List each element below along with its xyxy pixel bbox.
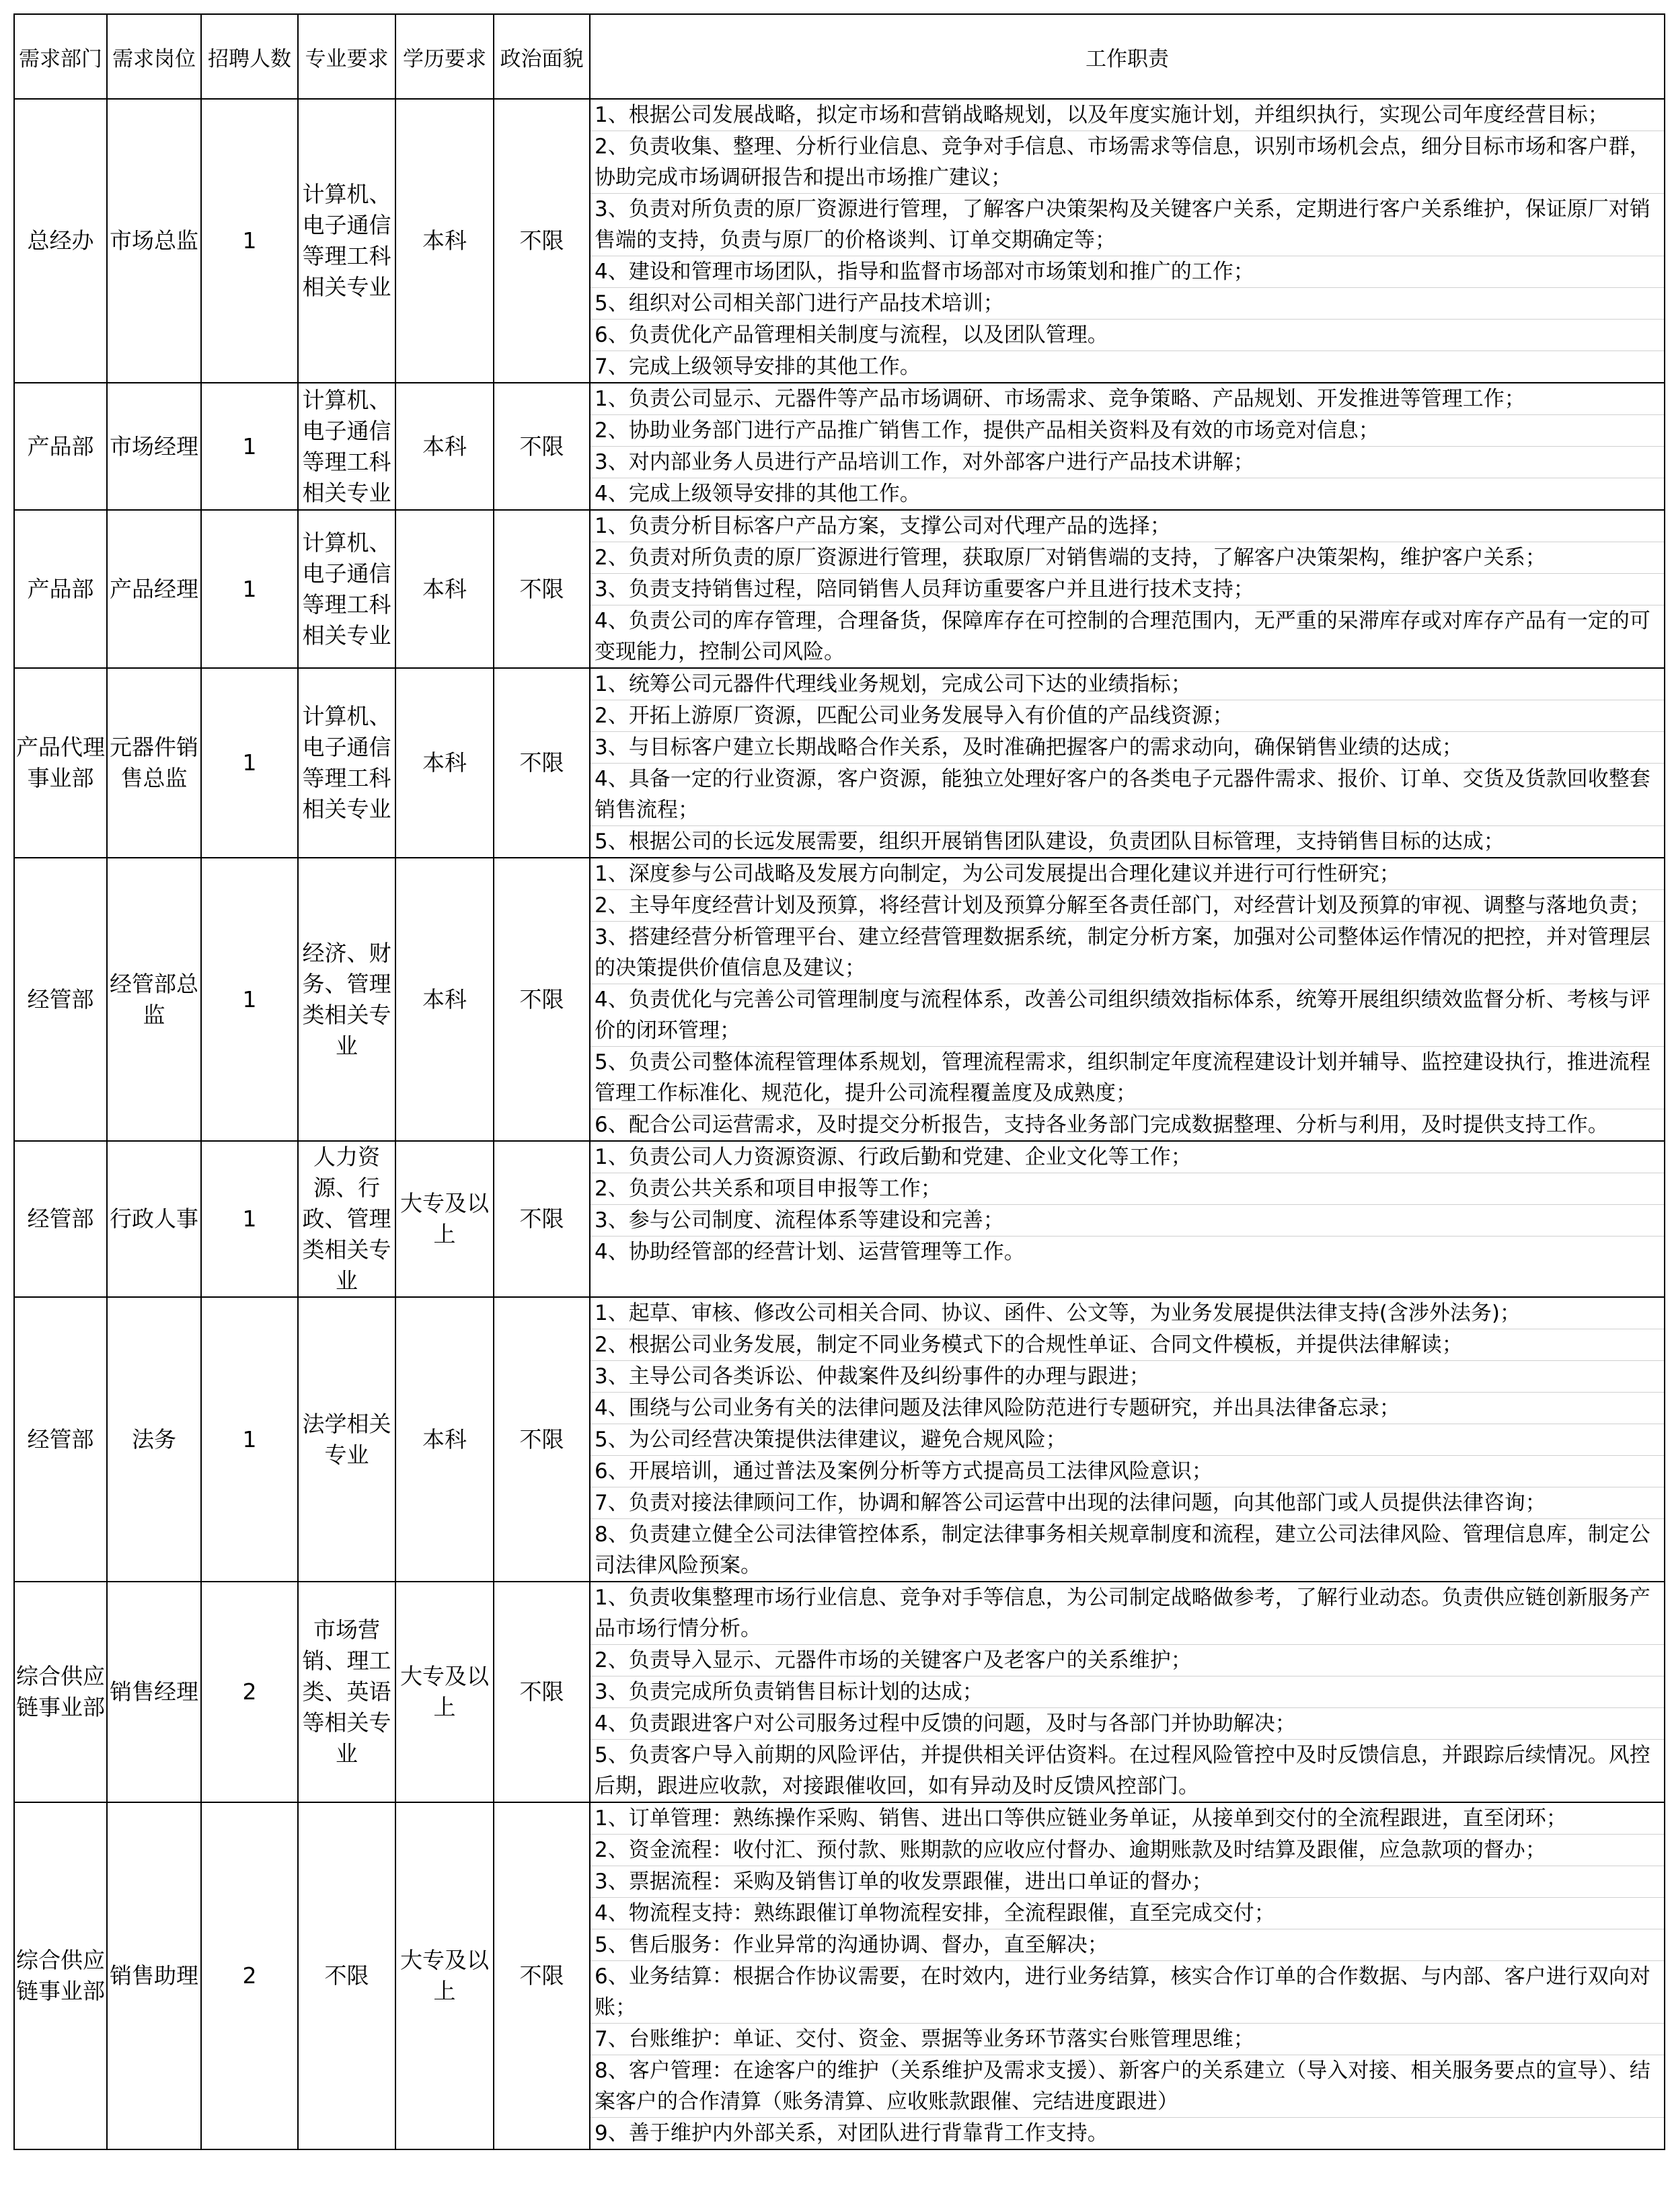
- cell-post: 销售经理: [107, 1582, 201, 1802]
- duty-item: 2、负责公共关系和项目申报等工作；: [591, 1173, 1664, 1205]
- table-row: [14, 383, 1665, 510]
- cell-political: 不限: [494, 510, 590, 668]
- cell-political: 不限: [494, 858, 590, 1141]
- duty-item: 9、善于维护内外部关系，对团队进行背靠背工作支持。: [595, 2121, 1108, 2145]
- duty-item: 4、负责优化与完善公司管理制度与流程体系，改善公司组织绩效指标体系，统筹开展组织绩效监督分析、考核与评价的闭环管理；: [591, 984, 1664, 1047]
- cell-dept: 总经办: [14, 99, 107, 383]
- cell-post: 元器件销售总监: [107, 668, 201, 858]
- cell-count: 1: [201, 383, 298, 510]
- duty-item: 6、业务结算：根据合作协议需要，在时效内，进行业务结算，核实合作订单的合作数据、与内部、客户进行双向对账；: [591, 1961, 1664, 2024]
- duty-item: 2、主导年度经营计划及预算，将经营计划及预算分解至各责任部门，对经营计划及预算的审视、调整与落地负责；: [591, 890, 1664, 922]
- cell-duties: [590, 1582, 1665, 1802]
- duty-item: 1、起草、审核、修改公司相关合同、协议、函件、公文等，为业务发展提供法律支持(含涉外法务)；: [591, 1298, 1664, 1329]
- table-row: [14, 99, 1665, 383]
- cell-count: 1: [201, 510, 298, 668]
- cell-political: 不限: [494, 668, 590, 858]
- table-row: [14, 1297, 1665, 1582]
- duty-item: 4、完成上级领导安排的其他工作。: [595, 482, 921, 506]
- table-row: [14, 668, 1665, 858]
- table-row: [14, 1582, 1665, 1802]
- duty-item: 4、建设和管理市场团队，指导和监督市场部对市场策划和推广的工作；: [591, 256, 1664, 288]
- duty-item: 3、负责对所负责的原厂资源进行管理，了解客户决策架构及关键客户关系，定期进行客户关系维护，保证原厂对销售端的支持，负责与原厂的价格谈判、订单交期确定等；: [591, 194, 1664, 256]
- duty-item: 3、负责完成所负责销售目标计划的达成；: [591, 1676, 1664, 1708]
- duty-item: 6、负责优化产品管理相关制度与流程，以及团队管理。: [591, 320, 1664, 351]
- duty-item: 1、根据公司发展战略，拟定市场和营销战略规划，以及年度实施计划，并组织执行，实现公司年度经营目标；: [591, 100, 1664, 131]
- duty-item: 1、深度参与公司战略及发展方向制定，为公司发展提出合理化建议并进行可行性研究；: [591, 858, 1664, 890]
- cell-count: 2: [201, 1802, 298, 2149]
- duty-item: 2、负责对所负责的原厂资源进行管理，获取原厂对销售端的支持，了解客户决策架构，维护客户关系；: [591, 542, 1664, 574]
- header-row: [14, 14, 1665, 99]
- cell-count: 2: [201, 1582, 298, 1802]
- header-post: 需求岗位: [107, 14, 201, 99]
- duty-item: 4、协助经管部的经营计划、运营管理等工作。: [595, 1240, 1025, 1264]
- cell-post: 产品经理: [107, 510, 201, 668]
- cell-count: 1: [201, 668, 298, 858]
- cell-major: 市场营销、理工类、英语等相关专业: [298, 1582, 395, 1802]
- cell-count: 1: [201, 1141, 298, 1297]
- recruitment-table: [13, 13, 1665, 2150]
- duty-item: 3、对内部业务人员进行产品培训工作，对外部客户进行产品技术讲解；: [591, 447, 1664, 478]
- table-row: [14, 858, 1665, 1141]
- cell-edu: 本科: [395, 383, 494, 510]
- cell-duties: [590, 383, 1665, 510]
- cell-political: 不限: [494, 1141, 590, 1297]
- cell-edu: 本科: [395, 510, 494, 668]
- header-count: 招聘人数: [201, 14, 298, 99]
- cell-dept: 经管部: [14, 1141, 107, 1297]
- cell-post: 销售助理: [107, 1802, 201, 2149]
- cell-major: 计算机、电子通信等理工科相关专业: [298, 99, 395, 383]
- duty-item: 1、负责收集整理市场行业信息、竞争对手等信息，为公司制定战略做参考，了解行业动态。负责供应链创新服务产品市场行情分析。: [591, 1582, 1664, 1645]
- duty-item: 5、组织对公司相关部门进行产品技术培训；: [591, 288, 1664, 320]
- duty-item: 3、参与公司制度、流程体系等建设和完善；: [591, 1205, 1664, 1237]
- duty-item: 2、资金流程：收付汇、预付款、账期款的应收应付督办、逾期账款及时结算及跟催，应急款项的督办；: [591, 1835, 1664, 1866]
- cell-political: 不限: [494, 1297, 590, 1582]
- header-dept: 需求部门: [14, 14, 107, 99]
- cell-count: 1: [201, 858, 298, 1141]
- duty-item: 4、负责跟进客户对公司服务过程中反馈的问题，及时与各部门并协助解决；: [591, 1708, 1664, 1740]
- cell-post: 市场总监: [107, 99, 201, 383]
- duty-item: 5、负责公司整体流程管理体系规划，管理流程需求，组织制定年度流程建设计划并辅导、监控建设执行，推进流程管理工作标准化、规范化，提升公司流程覆盖度及成熟度；: [591, 1047, 1664, 1109]
- header-political: 政治面貌: [494, 14, 590, 99]
- cell-duties: [590, 858, 1665, 1141]
- cell-dept: 综合供应链事业部: [14, 1802, 107, 2149]
- duty-item: 2、根据公司业务发展，制定不同业务模式下的合规性单证、合同文件模板，并提供法律解读；: [591, 1329, 1664, 1361]
- duty-item: 2、负责收集、整理、分析行业信息、竞争对手信息、市场需求等信息，识别市场机会点，细分目标市场和客户群，协助完成市场调研报告和提出市场推广建议；: [591, 131, 1664, 194]
- duty-item: 4、具备一定的行业资源，客户资源，能独立处理好客户的各类电子元器件需求、报价、订单、交货及货款回收整套销售流程；: [591, 764, 1664, 826]
- cell-edu: 大专及以上: [395, 1141, 494, 1297]
- cell-dept: 产品部: [14, 383, 107, 510]
- duty-item: 3、主导公司各类诉讼、仲裁案件及纠纷事件的办理与跟进；: [591, 1361, 1664, 1393]
- duty-item: 8、客户管理：在途客户的维护（关系维护及需求支援）、新客户的关系建立（导入对接、相关服务要点的宣导）、结案客户的合作清算（账务清算、应收账款跟催、完结进度跟进）: [591, 2055, 1664, 2118]
- cell-duties: [590, 1297, 1665, 1582]
- table-body: [14, 99, 1665, 2149]
- cell-major: 计算机、电子通信等理工科相关专业: [298, 668, 395, 858]
- cell-dept: 经管部: [14, 1297, 107, 1582]
- cell-count: 1: [201, 99, 298, 383]
- cell-dept: 产品代理事业部: [14, 668, 107, 858]
- cell-dept: 经管部: [14, 858, 107, 1141]
- cell-dept: 产品部: [14, 510, 107, 668]
- cell-political: 不限: [494, 383, 590, 510]
- header-duties: 工作职责: [590, 14, 1665, 99]
- cell-edu: 大专及以上: [395, 1802, 494, 2149]
- cell-post: 市场经理: [107, 383, 201, 510]
- duty-item: 6、开展培训，通过普法及案例分析等方式提高员工法律风险意识；: [591, 1456, 1664, 1487]
- duty-item: 3、负责支持销售过程，陪同销售人员拜访重要客户并且进行技术支持；: [591, 574, 1664, 605]
- cell-duties: [590, 1141, 1665, 1297]
- cell-edu: 本科: [395, 99, 494, 383]
- duty-item: 7、完成上级领导安排的其他工作。: [595, 355, 921, 379]
- duty-item: 1、订单管理：熟练操作采购、销售、进出口等供应链业务单证，从接单到交付的全流程跟进，直至闭环；: [591, 1803, 1664, 1835]
- header-major: 专业要求: [298, 14, 395, 99]
- duty-item: 6、配合公司运营需求，及时提交分析报告，支持各业务部门完成数据整理、分析与利用，及时提供支持工作。: [595, 1113, 1609, 1137]
- cell-edu: 本科: [395, 1297, 494, 1582]
- cell-major: 不限: [298, 1802, 395, 2149]
- cell-major: 计算机、电子通信等理工科相关专业: [298, 383, 395, 510]
- cell-duties: [590, 510, 1665, 668]
- duty-item: 5、根据公司的长远发展需要，组织开展销售团队建设，负责团队目标管理，支持销售目标的达成；: [595, 830, 1505, 854]
- duty-item: 1、负责公司显示、元器件等产品市场调研、市场需求、竞争策略、产品规划、开发推进等管理工作；: [591, 383, 1664, 415]
- duty-item: 1、负责公司人力资源资源、行政后勤和党建、企业文化等工作；: [591, 1142, 1664, 1173]
- duty-item: 4、负责公司的库存管理，合理备货，保障库存在可控制的合理范围内，无严重的呆滞库存或对库存产品有一定的可变现能力，控制公司风险。: [595, 609, 1650, 664]
- duty-item: 5、为公司经营决策提供法律建议，避免合规风险；: [591, 1424, 1664, 1456]
- cell-edu: 大专及以上: [395, 1582, 494, 1802]
- cell-major: 法学相关专业: [298, 1297, 395, 1582]
- duty-item: 2、开拓上游原厂资源，匹配公司业务发展导入有价值的产品线资源；: [591, 700, 1664, 732]
- cell-edu: 本科: [395, 858, 494, 1141]
- duty-item: 7、负责对接法律顾问工作，协调和解答公司运营中出现的法律问题，向其他部门或人员提供法律咨询；: [591, 1487, 1664, 1519]
- duty-item: 1、负责分析目标客户产品方案，支撑公司对代理产品的选择；: [591, 511, 1664, 542]
- header-edu: 学历要求: [395, 14, 494, 99]
- cell-dept: 综合供应链事业部: [14, 1582, 107, 1802]
- table-header: [14, 14, 1665, 99]
- duty-item: 5、售后服务：作业异常的沟通协调、督办，直至解决；: [591, 1929, 1664, 1961]
- duty-item: 2、协助业务部门进行产品推广销售工作，提供产品相关资料及有效的市场竞对信息；: [591, 415, 1664, 447]
- cell-major: 计算机、电子通信等理工科相关专业: [298, 510, 395, 668]
- cell-count: 1: [201, 1297, 298, 1582]
- cell-major: 经济、财务、管理类相关专业: [298, 858, 395, 1141]
- duty-item: 5、负责客户导入前期的风险评估，并提供相关评估资料。在过程风险管控中及时反馈信息，并跟踪后续情况。风控后期，跟进应收款，对接跟催收回，如有异动及时反馈风控部门。: [595, 1743, 1650, 1798]
- table-row: [14, 1802, 1665, 2149]
- cell-duties: [590, 99, 1665, 383]
- duty-item: 2、负责导入显示、元器件市场的关键客户及老客户的关系维护；: [591, 1645, 1664, 1676]
- cell-major: 人力资源、行政、管理类相关专业: [298, 1141, 395, 1297]
- cell-political: 不限: [494, 1802, 590, 2149]
- cell-political: 不限: [494, 1582, 590, 1802]
- cell-political: 不限: [494, 99, 590, 383]
- cell-edu: 本科: [395, 668, 494, 858]
- duty-item: 1、统筹公司元器件代理线业务规划，完成公司下达的业绩指标；: [591, 669, 1664, 700]
- cell-duties: [590, 1802, 1665, 2149]
- cell-post: 法务: [107, 1297, 201, 1582]
- cell-post: 经管部总监: [107, 858, 201, 1141]
- duty-item: 8、负责建立健全公司法律管控体系，制定法律事务相关规章制度和流程，建立公司法律风险、管理信息库，制定公司法律风险预案。: [595, 1522, 1650, 1578]
- cell-duties: [590, 668, 1665, 858]
- duty-item: 3、与目标客户建立长期战略合作关系，及时准确把握客户的需求动向，确保销售业绩的达成；: [591, 732, 1664, 764]
- duty-item: 4、物流程支持：熟练跟催订单物流程安排，全流程跟催，直至完成交付；: [591, 1898, 1664, 1929]
- duty-item: 3、搭建经营分析管理平台、建立经营管理数据系统，制定分析方案，加强对公司整体运作情况的把控，并对管理层的决策提供价值信息及建议；: [591, 922, 1664, 984]
- duty-item: 3、票据流程：采购及销售订单的收发票跟催，进出口单证的督办；: [591, 1866, 1664, 1898]
- duty-item: 4、围绕与公司业务有关的法律问题及法律风险防范进行专题研究，并出具法律备忘录；: [591, 1393, 1664, 1424]
- cell-post: 行政人事: [107, 1141, 201, 1297]
- table-row: [14, 510, 1665, 668]
- table-row: [14, 1141, 1665, 1297]
- duty-item: 7、台账维护：单证、交付、资金、票据等业务环节落实台账管理思维；: [591, 2024, 1664, 2055]
